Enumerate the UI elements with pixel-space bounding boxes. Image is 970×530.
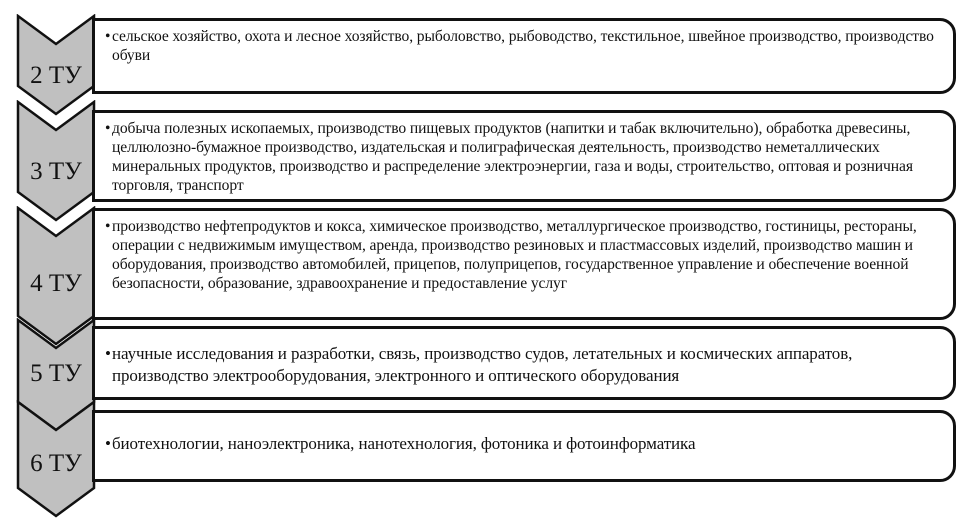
- bullet-icon: •: [105, 120, 111, 137]
- bullet-icon: •: [105, 28, 111, 45]
- stage-label: 4 ТУ: [30, 270, 82, 297]
- stage-description: [105, 27, 939, 65]
- stage-label: 5 ТУ: [30, 360, 82, 387]
- stage-text: производство нефтепродуктов и кокса, химическое производство, металлургическое производство, гостиницы, рестораны, операции с недвижимым имуществом, аренда, производство резиновых и пластмассовых изделий, производство машин и оборудования, производство автомобилей, прицепов, полуприцепов, государственное управление и обеспечение военной безопасности, образование, здравоохранение и предоставление услуг: [112, 218, 917, 292]
- stage-3-chevron: [16, 100, 96, 222]
- stage-6-box: [92, 410, 956, 482]
- stage-label: 2 ТУ: [30, 62, 82, 89]
- stage-2-box: [92, 18, 956, 94]
- stage-4-box: [92, 208, 956, 320]
- stage-3-box: [92, 110, 956, 202]
- stage-text: сельское хозяйство, охота и лесное хозяйство, рыболовство, рыбоводство, текстильное, швейное производство, производство обуви: [112, 28, 934, 64]
- stage-text: биотехнологии, наноэлектроника, нанотехнология, фотоника и фотоинформатика: [112, 434, 696, 453]
- stage-label: 3 ТУ: [30, 158, 82, 185]
- stage-description: [105, 433, 939, 455]
- stage-6-chevron: [16, 400, 96, 518]
- bullet-icon: •: [105, 434, 111, 453]
- bullet-icon: •: [105, 344, 111, 363]
- bullet-icon: •: [105, 218, 111, 235]
- stage-text: добыча полезных ископаемых, производство пищевых продуктов (напитки и табак включительно), обработка древесины, целлюлозно-бумажное производство, издательская и полиграфическая деятельность, производство неметаллических минеральных продуктов, производство и распределение электроэнергии, газа и воды, строительство, оптовая и розничная торговля, транспорт: [112, 120, 913, 194]
- stage-text: научные исследования и разработки, связь, производство судов, летательных и космических аппаратов, производство электрооборудования, электронного и оптического оборудования: [112, 344, 853, 385]
- stage-description: [105, 217, 939, 293]
- stage-label: 6 ТУ: [30, 450, 82, 477]
- stage-description: [105, 343, 939, 387]
- stage-5-box: [92, 326, 956, 400]
- stage-description: [105, 119, 939, 195]
